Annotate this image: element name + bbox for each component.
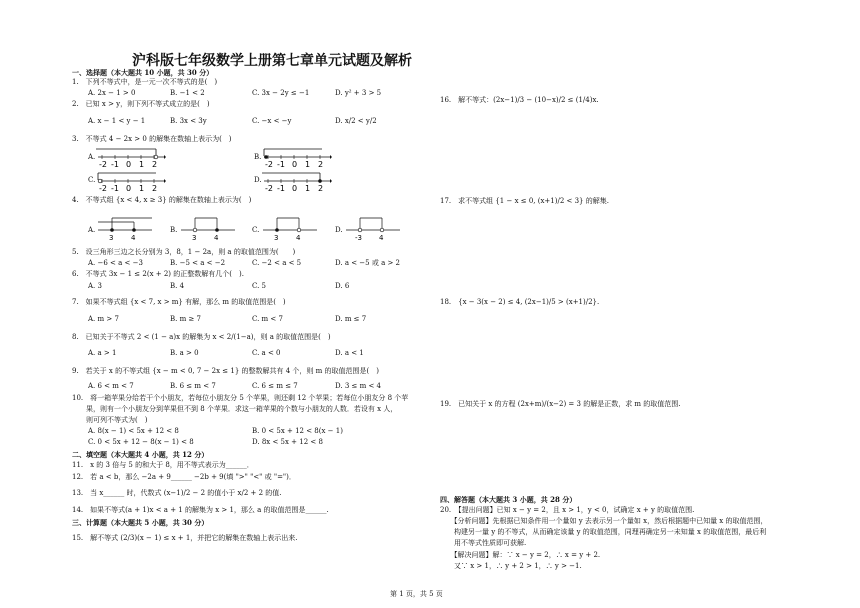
q8-option-d: D. a < 1 <box>335 349 364 357</box>
question-4: 4. 不等式组 {x < 4, x ≥ 3} 的解集在数轴上表示为( ) <box>72 196 252 204</box>
section-heading-calc: 三、计算题（本大题共 5 小题，共 30 分） <box>72 518 209 527</box>
svg-text:3: 3 <box>109 234 114 242</box>
q8-option-c: C. a < 0 <box>252 349 281 357</box>
question-20-line-4: 用不等式性质即可获解. <box>440 539 527 547</box>
q8-option-a: A. a > 1 <box>88 349 117 357</box>
q4-option-d: D. <box>335 226 343 234</box>
question-15: 15. 解不等式 (2/3)(x − 1) ≤ x + 1，并把它的解集在数轴上表示出来. <box>72 534 298 542</box>
question-20-line-2: 【分析问题】先根据已知条件用一个量如 y 去表示另一个量如 x，然后根据题中已知量 x 的取值范围， <box>440 517 768 525</box>
svg-text:4: 4 <box>296 234 301 242</box>
q3-option-a: A. <box>88 153 96 161</box>
q2-option-c: C. −x < −y <box>252 117 292 125</box>
svg-text:4: 4 <box>214 234 219 242</box>
q5-option-c: C. −2 < a < 5 <box>252 259 302 267</box>
question-1: 1. 下列不等式中，是一元一次不等式的是( ) <box>72 78 218 86</box>
question-8: 8. 已知关于不等式 2 < (1 − a)x 的解集为 x < 2/(1−a)，则 a 的取值范围是( ) <box>72 333 331 341</box>
q4-option-b: B. <box>170 226 178 234</box>
question-20-line-6: 又∵ x > 1，∴ y + 2 > 1，∴ y > −1. <box>440 562 582 570</box>
svg-text:-1: -1 <box>277 184 285 193</box>
q10-option-c: C. 0 < 5x + 12 − 8(x − 1) < 8 <box>88 438 194 446</box>
svg-text:2: 2 <box>318 160 324 169</box>
svg-text:-1: -1 <box>111 160 119 169</box>
svg-text:3: 3 <box>192 234 197 242</box>
svg-text:1: 1 <box>139 160 145 169</box>
q6-option-d: D. 6 <box>335 282 350 290</box>
svg-text:-1: -1 <box>277 160 285 169</box>
q1-option-a: A. 2x − 1 > 0 <box>88 89 136 97</box>
svg-text:2: 2 <box>152 184 158 193</box>
q4-figure-d <box>346 214 402 246</box>
question-3: 3. 不等式 4 − 2x > 0 的解集在数轴上表示为( ) <box>72 135 232 143</box>
svg-text:0: 0 <box>126 160 132 169</box>
q5-option-a: A. −6 < a < −3 <box>88 259 143 267</box>
q6-option-c: C. 5 <box>252 282 267 290</box>
q9-option-c: C. 6 ≤ m ≤ 7 <box>252 382 298 390</box>
question-9: 9. 若关于 x 的不等式组 {x − m < 0, 7 − 2x ≤ 1} 的整数解共有 4 个，则 m 的取值范围是( ) <box>72 367 379 375</box>
question-2: 2. 已知 x > y，则下列不等式成立的是( ) <box>72 100 210 108</box>
question-5: 5. 设三角形三边之长分别为 3，8，1 − 2a，则 a 的取值范围为( ) <box>72 248 296 256</box>
page-title: 沪科版七年级数学上册第七章单元试题及解析 <box>132 53 412 69</box>
q4-option-c: C. <box>252 226 260 234</box>
svg-text:3: 3 <box>274 234 279 242</box>
q5-option-d: D. a < −5 或 a > 2 <box>335 259 401 267</box>
page-footer: 第 1 页，共 5 页 <box>390 590 443 598</box>
question-18: 18. {x − 3(x − 2) ≤ 4, (2x−1)/5 > (x+1)/2}. <box>440 298 600 306</box>
q3-numberline-c <box>96 168 166 198</box>
q9-option-b: B. 6 ≤ m < 7 <box>170 382 216 390</box>
svg-text:1: 1 <box>305 184 311 193</box>
q9-option-d: D. 3 ≤ m < 4 <box>335 382 381 390</box>
q4-option-a: A. <box>88 226 96 234</box>
q10-option-d: D. 8x < 5x + 12 < 8 <box>252 438 323 446</box>
q4-figure-c <box>263 214 319 246</box>
q2-option-b: B. 3x < 3y <box>170 117 207 125</box>
svg-text:0: 0 <box>292 184 298 193</box>
q1-option-c: C. 3x − 2y ≤ −1 <box>252 89 310 97</box>
svg-text:-2: -2 <box>265 160 273 169</box>
question-19: 19. 已知关于 x 的方程 (2x+m)/(x−2) = 3 的解是正数，求 m 的取值范围. <box>440 400 681 408</box>
q2-option-a: A. x − 1 < y − 1 <box>88 117 146 125</box>
q7-option-b: B. m ≥ 7 <box>170 315 202 323</box>
q10-option-a: A. 8(x − 1) < 5x + 12 < 8 <box>88 427 179 435</box>
question-13: 13. 当 x______ 时，代数式 (x−1)/2 − 2 的值小于 x/2 + 2 的值. <box>72 489 282 497</box>
question-17: 17. 求不等式组 {1 − x ≤ 0, (x+1)/2 < 3} 的解集. <box>440 197 609 205</box>
question-16: 16. 解不等式：(2x−1)/3 − (10−x)/2 ≤ (1/4)x. <box>440 96 599 104</box>
section-heading-answer: 四、解答题（本大题共 3 小题，共 28 分） <box>440 495 577 504</box>
svg-text:0: 0 <box>292 160 298 169</box>
q7-option-a: A. m > 7 <box>88 315 119 323</box>
q6-option-b: B. 4 <box>170 282 185 290</box>
q3-option-d: D. <box>254 176 262 184</box>
svg-text:2: 2 <box>318 184 324 193</box>
q7-option-c: C. m < 7 <box>252 315 283 323</box>
q3-option-c: C. <box>88 176 96 184</box>
svg-text:2: 2 <box>152 160 158 169</box>
question-20-line-1: 20. 【提出问题】已知 x − y = 2，且 x > 1，y < 0，试确定 x + y 的取值范围. <box>440 506 695 514</box>
svg-text:4: 4 <box>379 234 384 242</box>
q10-option-b: B. 0 < 5x + 12 < 8(x − 1) <box>252 427 343 435</box>
question-10-line-3: 则可列不等式为( ) <box>72 416 148 424</box>
q7-option-d: D. m ≤ 7 <box>335 315 367 323</box>
q4-figure-b <box>181 214 237 246</box>
question-11: 11. x 的 3 倍与 5 的和大于 8，用不等式表示为______． <box>72 461 254 469</box>
question-20-line-3: 构建另一量 y 的不等式，从而确定该量 y 的取值范围，同理再确定另一未知量 x 的取值范围，最后利 <box>440 528 767 536</box>
svg-text:-2: -2 <box>99 160 107 169</box>
q4-figure-a <box>98 214 154 246</box>
question-10-line-1: 10. 将一箱苹果分给若干个小朋友，若每位小朋友分 5 个苹果，则还剩 12 个苹果；若每位小朋友分 8 个苹 <box>72 394 409 402</box>
q1-option-b: B. −1 < 2 <box>170 89 205 97</box>
section-heading-fill: 二、填空题（本大题共 4 小题，共 12 分） <box>72 450 209 459</box>
section-heading-choice: 一、选择题（本大题共 10 小题，共 30 分） <box>72 68 214 77</box>
svg-text:1: 1 <box>305 160 311 169</box>
svg-text:-2: -2 <box>99 184 107 193</box>
svg-text:0: 0 <box>126 184 132 193</box>
svg-text:-1: -1 <box>111 184 119 193</box>
q5-option-b: B. −5 < a < −2 <box>170 259 226 267</box>
svg-text:4: 4 <box>131 234 136 242</box>
svg-text:-2: -2 <box>265 184 273 193</box>
q8-option-b: B. a > 0 <box>170 349 199 357</box>
q3-numberline-d <box>262 168 332 198</box>
question-12: 12. 若 a < b，那么 −2a + 9______ −2b + 9(填 ">" "<" 或 "=")． <box>72 473 296 481</box>
question-14: 14. 如果不等式(a + 1)x < a + 1 的解集为 x > 1，那么 a 的取值范围是______. <box>72 506 329 514</box>
question-6: 6. 不等式 3x − 1 ≤ 2(x + 2) 的正整数解有几个( ). <box>72 270 244 278</box>
question-20-line-5: 【解决问题】解：∵ x − y = 2，∴ x = y + 2. <box>440 551 601 559</box>
q9-option-a: A. 6 < m < 7 <box>88 382 134 390</box>
q3-option-b: B. <box>254 153 262 161</box>
question-10-line-2: 果，则有一个小朋友分到苹果但不到 8 个苹果．求这一箱苹果的个数与小朋友的人数．若设有 x 人， <box>72 405 398 413</box>
svg-text:1: 1 <box>139 184 145 193</box>
question-7: 7. 如果不等式组 {x < 7, x > m} 有解，那么 m 的取值范围是( ) <box>72 298 286 306</box>
q6-option-a: A. 3 <box>88 282 102 290</box>
q2-option-d: D. x/2 < y/2 <box>335 117 377 125</box>
q1-option-d: D. y² + 3 > 5 <box>335 89 382 97</box>
svg-text:-3: -3 <box>355 234 362 242</box>
